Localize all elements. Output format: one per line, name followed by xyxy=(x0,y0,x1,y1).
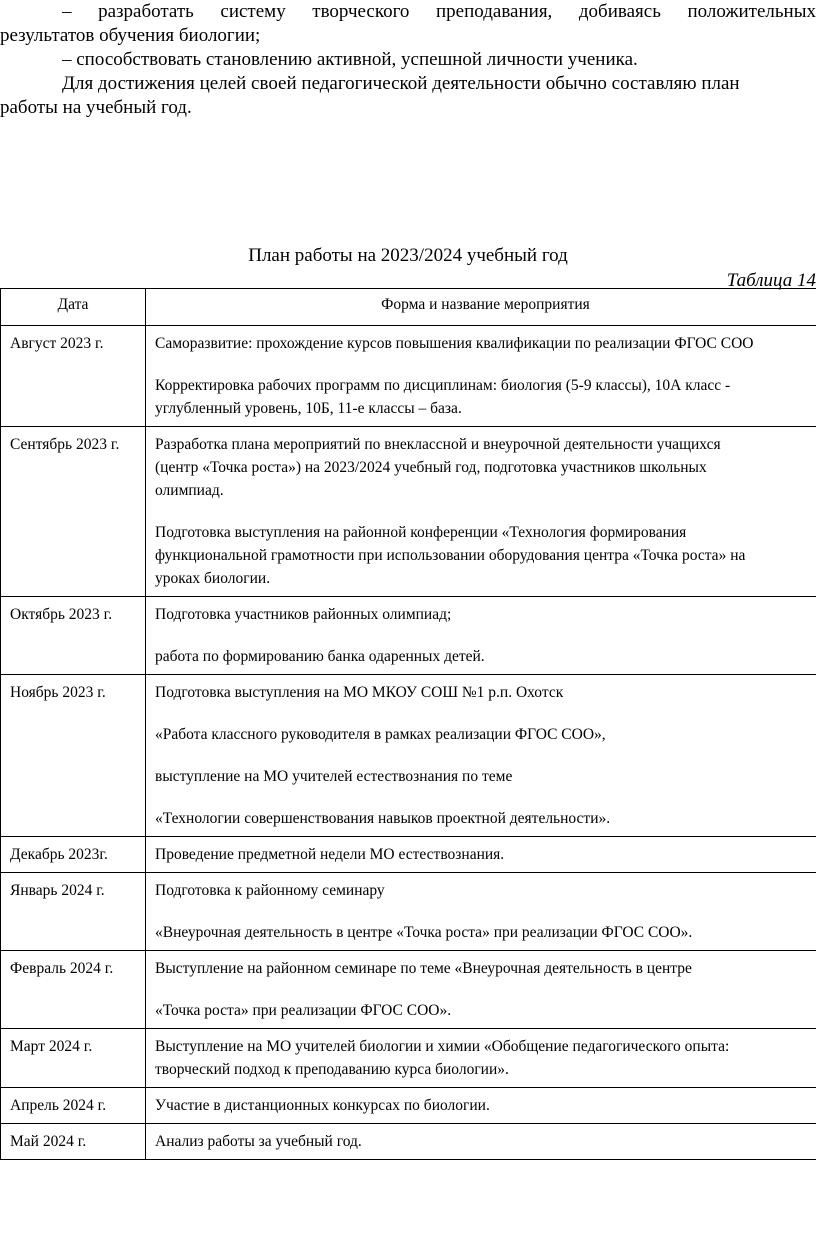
row-activity xyxy=(146,1029,816,1088)
activity-line: функциональной грамотности при использовании оборудования центра «Точка роста» на xyxy=(155,547,746,564)
activity-line: «Технологии совершенствования навыков проектной деятельности». xyxy=(155,810,611,827)
table-row xyxy=(1,597,816,675)
activity-line: (центр «Точка роста») на 2023/2024 учебный год, подготовка участников школьных xyxy=(155,459,707,476)
activity-line: Анализ работы за учебный год. xyxy=(155,1133,362,1150)
header-activity: Форма и название мероприятия xyxy=(146,289,816,326)
activity-line: олимпиад. xyxy=(155,482,224,499)
activity-line: Участие в дистанционных конкурсах по биологии. xyxy=(155,1097,490,1114)
row-activity xyxy=(146,326,816,427)
table-row xyxy=(1,1124,816,1160)
paragraph-gap xyxy=(155,355,816,374)
activity-line: «Внеурочная деятельность в центре «Точка роста» при реализации ФГОС СОО». xyxy=(155,924,693,941)
activity-line: Подготовка к районному семинару xyxy=(155,882,385,899)
activity-line: Подготовка участников районных олимпиад; xyxy=(155,606,452,623)
row-activity xyxy=(146,1124,816,1160)
table-row xyxy=(1,873,816,951)
row-date: Март 2024 г. xyxy=(1,1029,146,1088)
paragraph-gap xyxy=(155,746,816,765)
row-date: Сентябрь 2023 г. xyxy=(1,427,146,597)
table-label: Таблица 14 xyxy=(726,270,816,291)
activity-line: Выступление на районном семинаре по теме «Внеурочная деятельность в центре xyxy=(155,960,692,977)
row-activity xyxy=(146,1088,816,1124)
paragraph-gap xyxy=(155,902,816,921)
activity-line: работа по формированию банка одаренных детей. xyxy=(155,648,485,665)
paragraph-gap xyxy=(155,502,816,521)
intro-line-3: – способствовать становлению активной, успешной личности ученика. xyxy=(62,49,638,70)
activity-line: «Точка роста» при реализации ФГОС СОО». xyxy=(155,1002,452,1019)
row-date: Февраль 2024 г. xyxy=(1,951,146,1029)
table-row xyxy=(1,427,816,597)
header-date: Дата xyxy=(1,289,146,326)
row-date: Декабрь 2023г. xyxy=(1,837,146,873)
row-activity xyxy=(146,837,816,873)
activity-line: уроках биологии. xyxy=(155,570,271,587)
row-activity xyxy=(146,675,816,837)
table-body xyxy=(1,326,816,1160)
intro-line-1: – разработать систему творческого преподавания, добиваясь положительных xyxy=(62,1,816,22)
activity-line: «Работа классного руководителя в рамках реализации ФГОС СОО», xyxy=(155,726,606,743)
row-date: Ноябрь 2023 г. xyxy=(1,675,146,837)
row-date: Октябрь 2023 г. xyxy=(1,597,146,675)
activity-line: Проведение предметной недели МО естествознания. xyxy=(155,846,505,863)
activity-line: Саморазвитие: прохождение курсов повышения квалификации по реализации ФГОС СОО xyxy=(155,335,754,352)
row-activity xyxy=(146,951,816,1029)
plan-title: План работы на 2023/2024 учебный год xyxy=(248,245,568,266)
row-date: Май 2024 г. xyxy=(1,1124,146,1160)
activity-line: Подготовка выступления на МО МКОУ СОШ №1 р.п. Охотск xyxy=(155,684,564,701)
activity-line: Разработка плана мероприятий по внеклассной и внеурочной деятельности учащихся xyxy=(155,436,721,453)
row-date: Январь 2024 г. xyxy=(1,873,146,951)
row-activity xyxy=(146,597,816,675)
row-date: Август 2023 г. xyxy=(1,326,146,427)
table-row xyxy=(1,675,816,837)
table-header-row xyxy=(1,289,816,326)
activity-line: Выступление на МО учителей биологии и химии «Обобщение педагогического опыта: xyxy=(155,1038,730,1055)
activity-line: Корректировка рабочих программ по дисциплинам: биология (5-9 классы), 10А класс - xyxy=(155,377,731,394)
intro-line-5: работы на учебный год. xyxy=(0,97,192,118)
activity-line: углубленный уровень, 10Б, 11-е классы – база. xyxy=(155,400,462,417)
plan-table xyxy=(0,288,816,1160)
paragraph-gap xyxy=(155,980,816,999)
paragraph-gap xyxy=(155,704,816,723)
activity-line: выступление на МО учителей естествознания по теме xyxy=(155,768,513,785)
intro-line-2: результатов обучения биологии; xyxy=(0,25,261,46)
intro-text xyxy=(0,0,816,120)
intro-line-4: Для достижения целей своей педагогической деятельности обычно составляю план xyxy=(62,73,740,94)
activity-line: Подготовка выступления на районной конференции «Технология формирования xyxy=(155,524,687,541)
paragraph-gap xyxy=(155,626,816,645)
row-activity xyxy=(146,873,816,951)
table-row xyxy=(1,1088,816,1124)
table-row xyxy=(1,837,816,873)
paragraph-gap xyxy=(155,788,816,807)
row-activity xyxy=(146,427,816,597)
row-date: Апрель 2024 г. xyxy=(1,1088,146,1124)
table-row xyxy=(1,1029,816,1088)
table-row xyxy=(1,326,816,427)
activity-line: творческий подход к преподаванию курса биологии». xyxy=(155,1061,509,1078)
table-row xyxy=(1,951,816,1029)
